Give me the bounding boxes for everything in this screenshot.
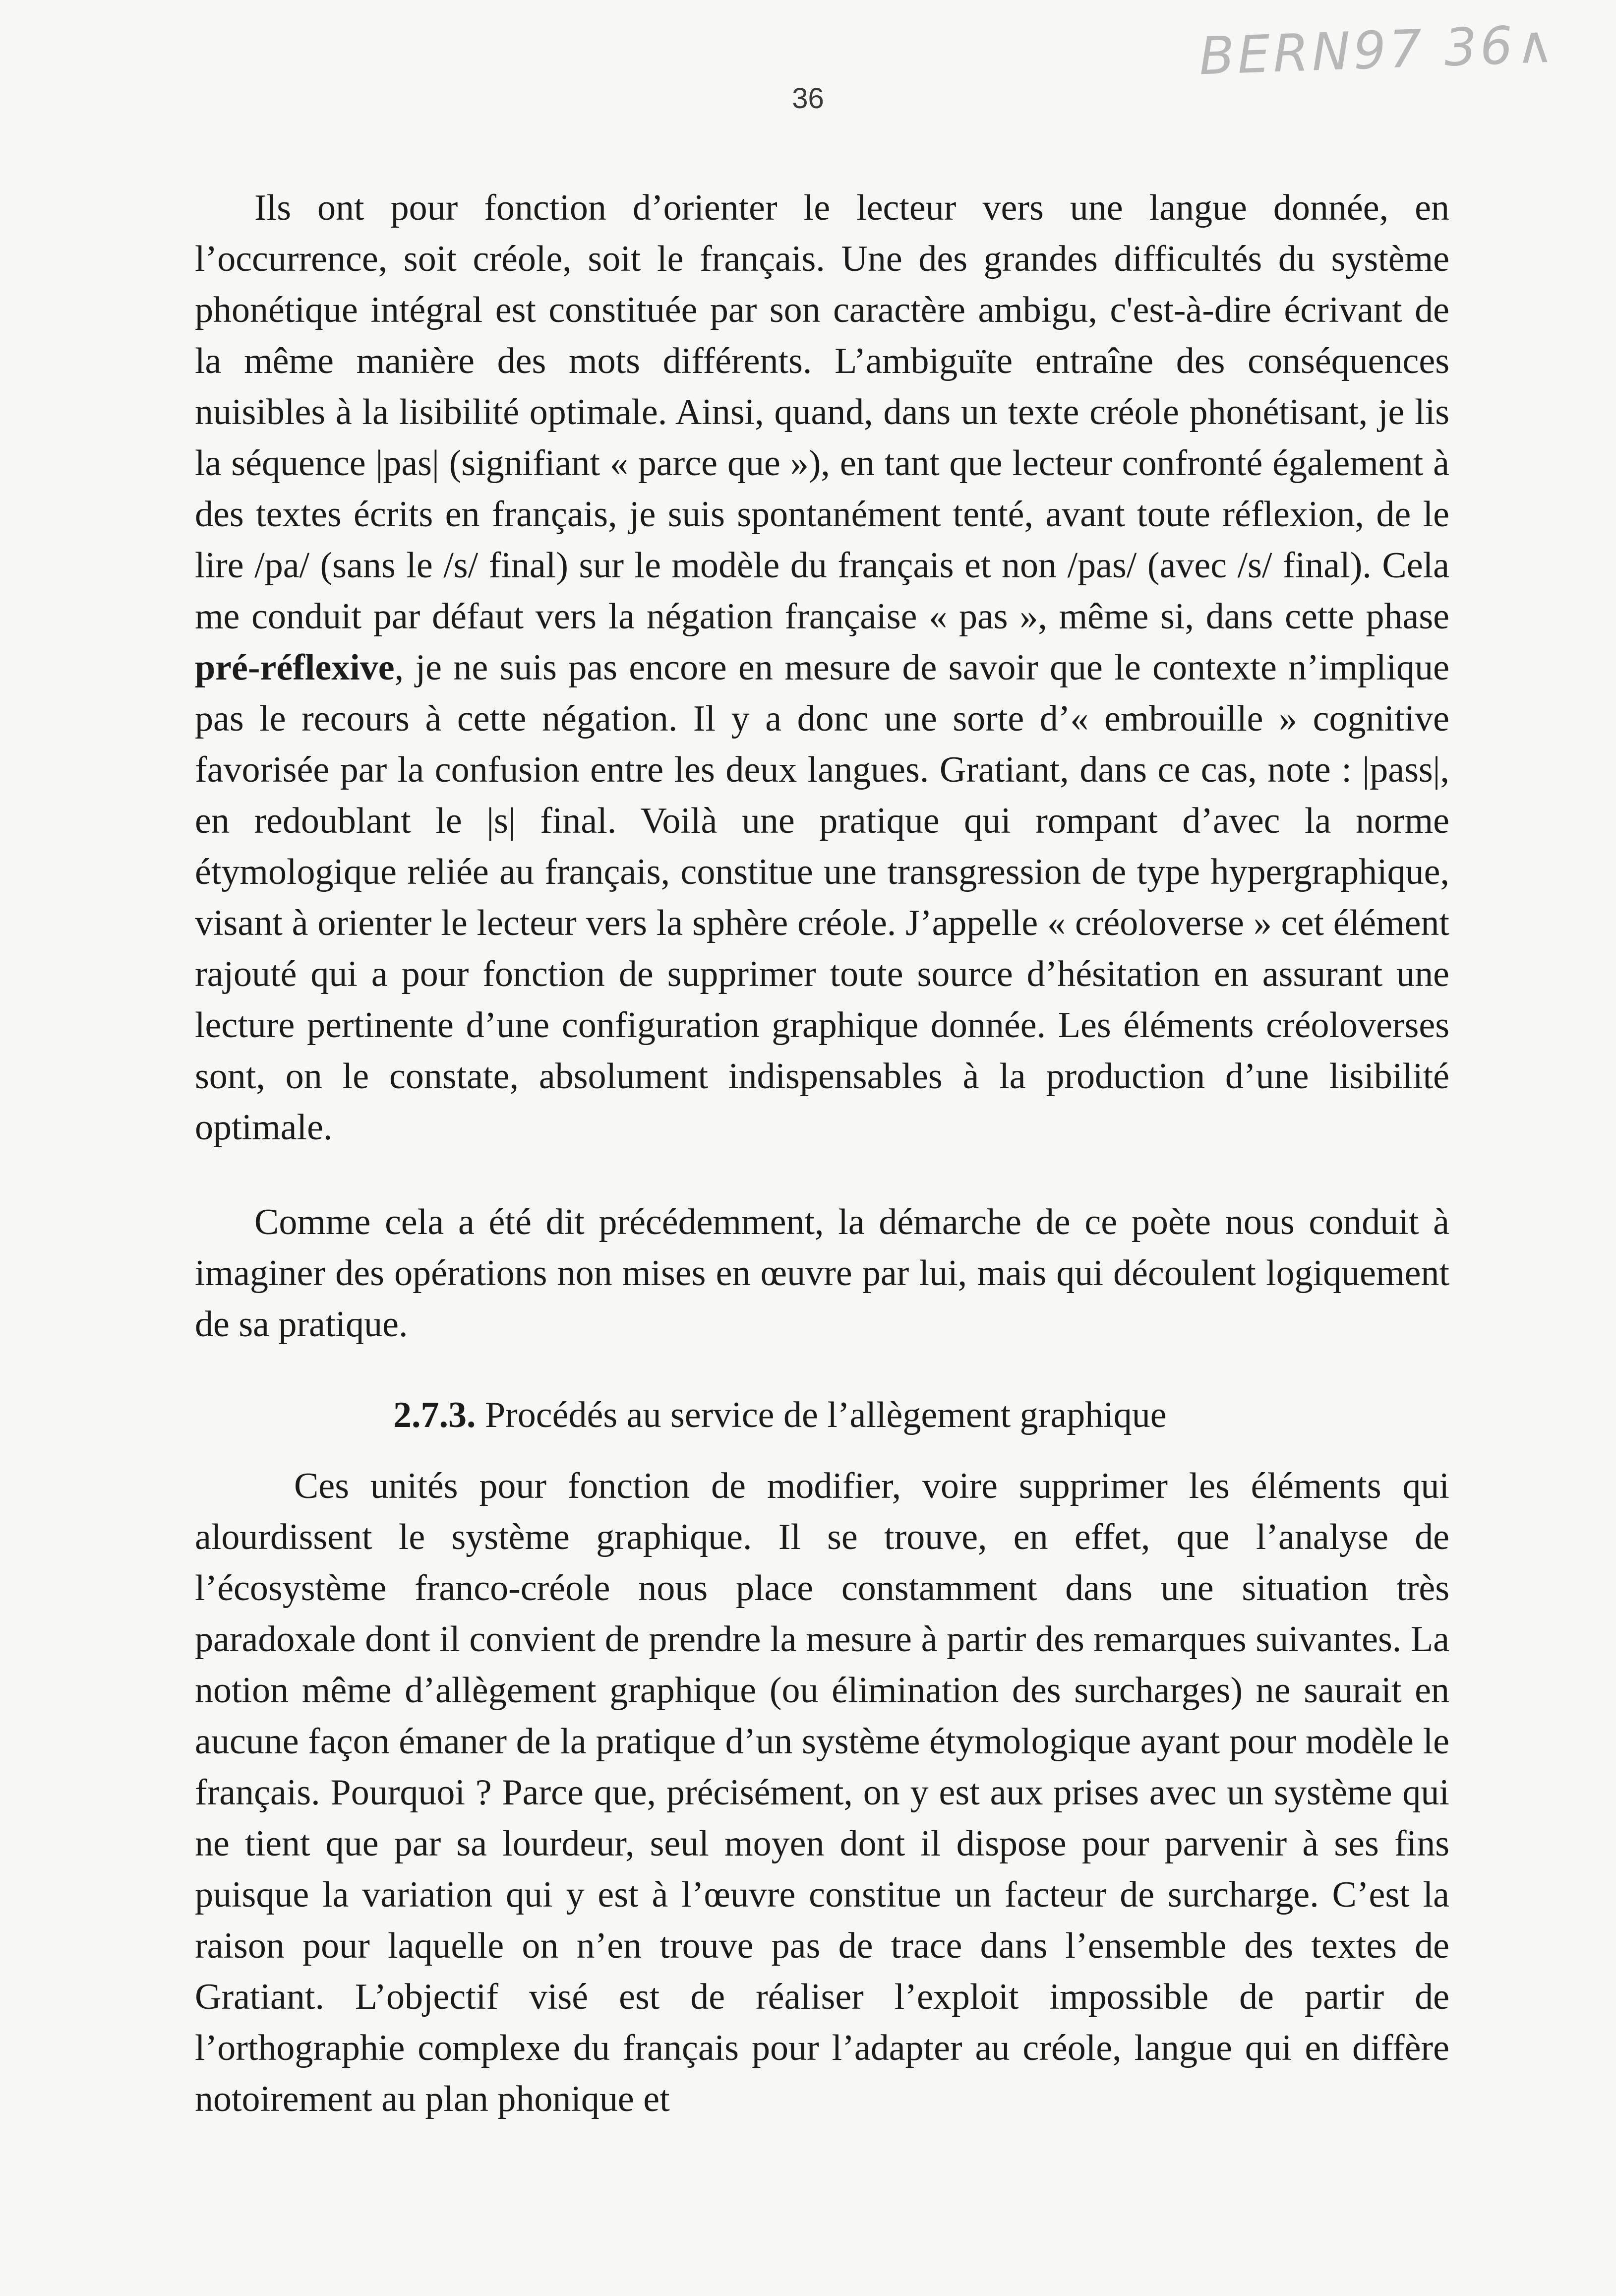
paragraph-3: Ces unités pour fonction de modifier, voire supprimer les éléments qui alourdissent le système graphique. Il se trouve, en effet, que l’analyse de l’écosystème franco-créole nous place constamment dans une situation très paradoxale dont il convient de prendre la mesure à partir des remarques suivantes. La notion même d’allègement graphique (ou élimination des surcharges) ne saurait en aucune façon émaner de la pratique d’un système étymologique ayant pour modèle le français. Pourquoi ? Parce que, précisément, on y est aux prises avec un système qui ne tient que par sa lourdeur, seul moyen dont il dispose pour parvenir à ses fins puisque la variation qui y est à l’œuvre constitue un facteur de surcharge. C’est la raison pour laquelle on n’en trouve pas de trace dans l’ensemble des textes de Gratiant. L’objectif visé est de réaliser l’exploit impossible de partir de l’orthographie complexe du français pour l’adapter au créole, langue qui en diffère notoirement au plan phonique et bbox=[195, 1466, 1449, 2119]
section-heading bbox=[195, 1390, 1449, 1441]
paragraph-1-text-b: , je ne suis pas encore en mesure de savoir que le contexte n’implique pas le recours à cette négation. Il y a donc une sorte d’« embrouille » cognitive favorisée par la confusion entre les deux langues. Gratiant, dans ce cas, note : |pass|, en redoublant le |s| final. Voilà une pratique qui rompant d’avec la norme étymologique reliée au français, constitue une transgression de type hypergraphique, visant à orienter le lecteur vers la sphère créole. J’appelle « créoloverse » cet élément rajouté qui a pour fonction de supprimer toute source d’hésitation en assurant une lecture pertinente d’une configuration graphique donnée. Les éléments créoloverses sont, on le constate, absolument indispensables à la production d’une lisibilité optimale. bbox=[195, 647, 1449, 1148]
section-title: Procédés au service de l’allègement graphique bbox=[485, 1395, 1167, 1435]
emphasized-term: pré-réflexive bbox=[195, 647, 395, 688]
page-number: 36 bbox=[792, 82, 824, 115]
section-number: 2.7.3. bbox=[393, 1395, 476, 1435]
archive-stamp: BERN97 36∧ bbox=[1198, 13, 1557, 87]
paragraph-1 bbox=[195, 183, 1449, 1153]
paragraph-2: Comme cela a été dit précédemment, la démarche de ce poète nous conduit à imaginer des opérations non mises en œuvre par lui, mais qui découlent logiquement de sa pratique. bbox=[195, 1202, 1449, 1345]
paragraph-1-text-a: Ils ont pour fonction d’orienter le lecteur vers une langue donnée, en l’occurrence, soit créole, soit le français. Une des grandes difficultés du système phonétique intégral est constituée par son caractère ambigu, c'est-à-dire écrivant de la même manière des mots différents. L’ambiguïte entraîne des conséquences nuisibles à la lisibilité optimale. Ainsi, quand, dans un texte créole phonétisant, je lis la séquence |pas| (signifiant « parce que »), en tant que lecteur confronté également à des textes écrits en français, je suis spontanément tenté, avant toute réflexion, de le lire /pa/ (sans le /s/ final) sur le modèle du français et non /pas/ (avec /s/ final). Cela me conduit par défaut vers la négation française « pas », même si, dans cette phase bbox=[195, 187, 1449, 637]
page-body bbox=[195, 183, 1449, 2125]
